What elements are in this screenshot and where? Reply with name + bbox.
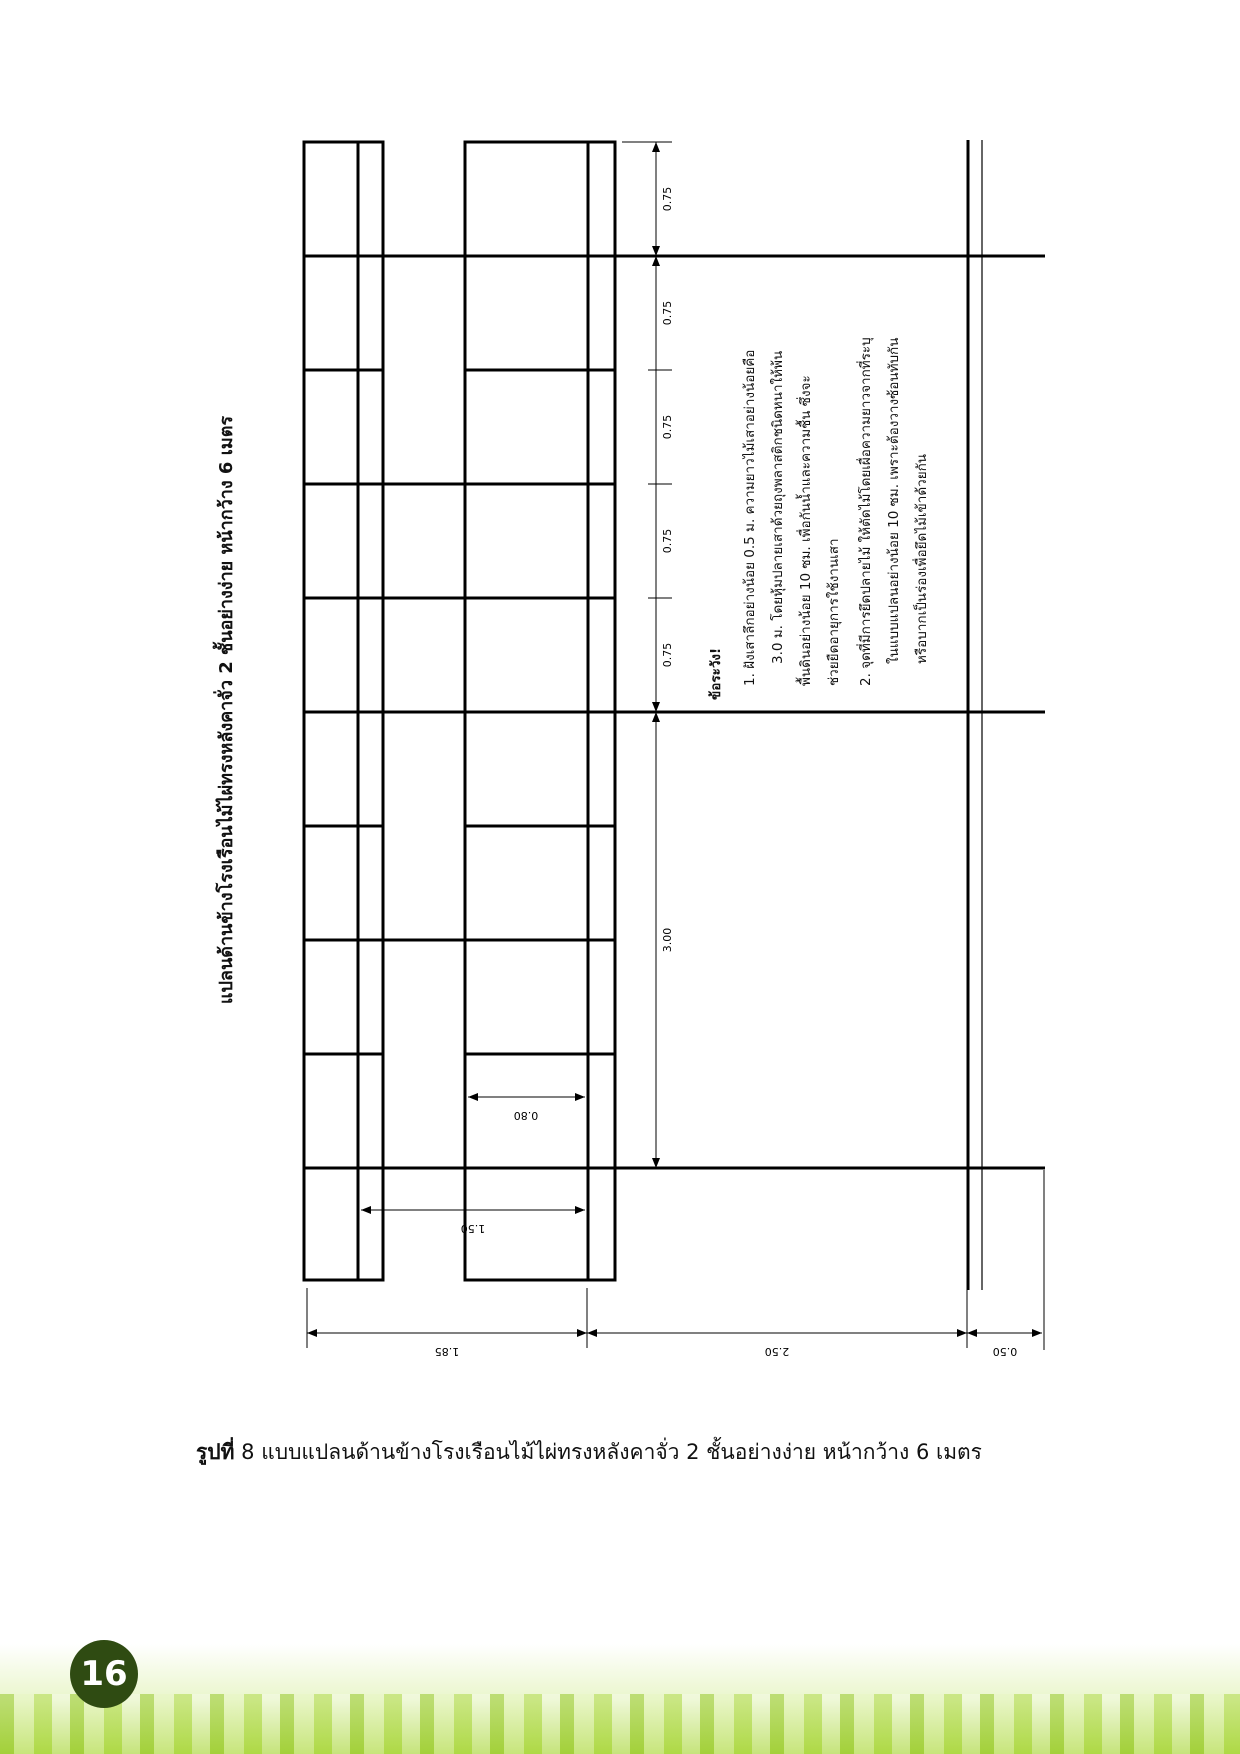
notes-heading: ข้อระวัง! <box>708 647 724 700</box>
note-line-3: พื้นดินอย่างน้อย 10 ซม. เพื่อกันน้ำและความชื้น ซึ่งจะ <box>798 375 814 686</box>
dim-label-4: 0.75 <box>661 528 674 554</box>
dim-label-050: 0.50 <box>992 1345 1018 1358</box>
figure-caption <box>196 1436 1196 1469</box>
note-line-6: ในแบบแปลนอย่างน้อย 10 ซม. เพราะต้องวางซ้อนทับกัน <box>886 337 902 664</box>
note-line-7: หรือบากเป็นร่องเพื่อยึดไม้เข้าด้วยกัน <box>914 453 930 664</box>
dim-label-inner-150: 1.50 <box>460 1222 486 1235</box>
drawing-title: แปลนด้านข้างโรงเรือนไม้ไผ่ทรงหลังคาจั่ว 2 ชั้นอย่างง่าย หน้ากว้าง 6 เมตร <box>216 415 237 1005</box>
caution-notes <box>708 337 930 700</box>
dim-label-3: 0.75 <box>661 414 674 440</box>
dim-label-2: 0.75 <box>661 300 674 326</box>
note-line-5: 2. จุดที่มีการยึดปลายไม้ ให้ตัดไม้โดยเผื่อความยาวจากที่ระบุ <box>858 337 874 686</box>
dim-label-inner-080: 0.80 <box>513 1109 539 1122</box>
vertical-dimensions <box>622 142 674 1168</box>
page-number: 16 <box>80 1654 128 1694</box>
caption-text: แบบแปลนด้านข้างโรงเรือนไม้ไผ่ทรงหลังคาจั่ว 2 ชั้นอย่างง่าย หน้ากว้าง 6 เมตร <box>261 1440 982 1464</box>
caption-label: รูปที่ <box>196 1440 235 1464</box>
dim-label-185: 1.85 <box>434 1345 460 1358</box>
footer-bamboo-stripes <box>0 1694 1240 1754</box>
dim-label-1: 0.75 <box>661 186 674 212</box>
horizontal-dimensions <box>307 1288 1042 1358</box>
dim-label-250: 2.50 <box>764 1345 790 1358</box>
bamboo-frame <box>304 140 1045 1350</box>
page-number-badge <box>70 1640 138 1708</box>
dim-label-5: 0.75 <box>661 642 674 668</box>
note-line-2: 3.0 ม. โดยหุ้มปลายเสาด้วยถุงพลาสติกชนิดหนาให้พ้น <box>770 350 786 664</box>
dim-label-6: 3.00 <box>661 927 674 953</box>
caption-number: 8 <box>241 1440 255 1464</box>
inner-dimensions <box>361 1093 585 1235</box>
note-line-4: ช่วยยืดอายุการใช้งานเสา <box>826 538 842 686</box>
note-line-1: 1. ฝังเสาลึกอย่างน้อย 0.5 ม. ความยาวไม้เสาอย่างน้อยคือ <box>742 349 758 686</box>
